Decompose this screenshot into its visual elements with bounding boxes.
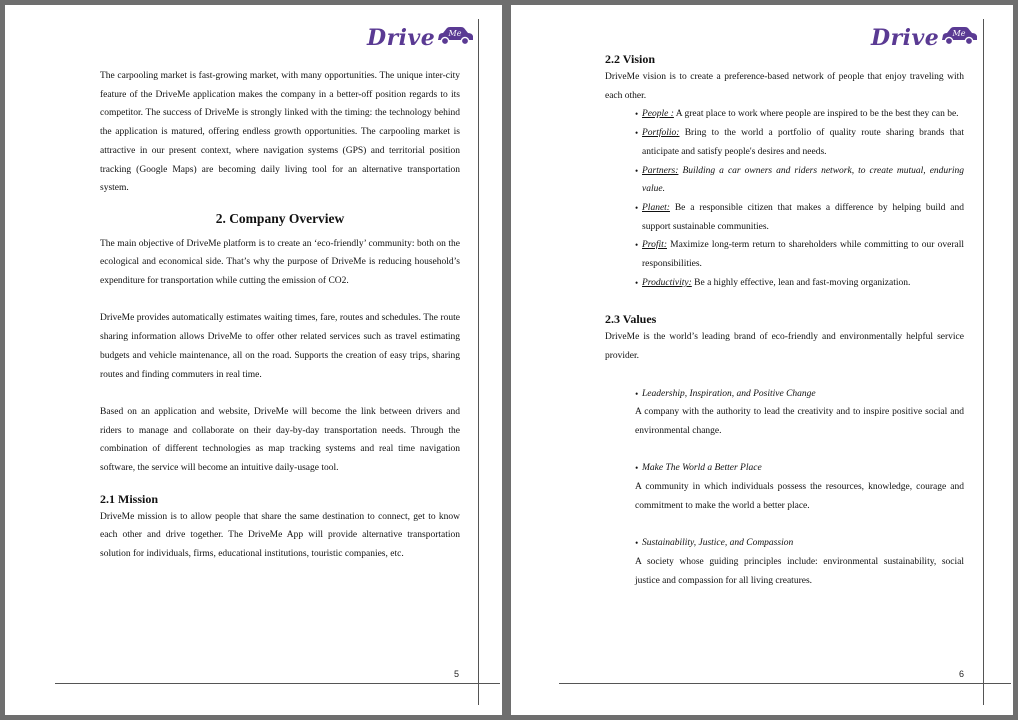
value-description: A company with the authority to lead the creativity and to inspire positive social and environmental change. [635,407,964,436]
list-item: • Partners: Building a car owners and riders network, to create mutual, enduring value. [635,162,964,199]
value-description: A society whose guiding principles include: environmental sustainability, social justice and compassion for all living creatures. [635,556,964,586]
intro-paragraph: The carpooling market is fast-growing market, with many opportunities. The unique inter-city feature of the DriveMe application makes the company in a better-off position regards to its competitor. The success of DriveMe is strongly linked with the timing: the technology behind the application is matured, offering endless growth opportunities. The carpooling market is attractive in our present context, where navigation systems (GPS) and territorial position tracking (Google Maps) are becoming daily living tool for an alternative transportation system. [100,71,460,194]
value-description: A community in which individuals possess the resources, knowledge, courage and commitment to make the world a better place. [635,482,964,511]
value-title: • Make The World a Better Place [635,459,964,478]
page-5 [5,5,502,715]
overview-paragraph-3: Based on an application and website, DriveMe will become the link between drivers and riders to manage and collaborate on their day-by-day transportation needs. Through the combination of different technologies as map tracking systems and real time navigation software, the service will become an intuitive daily-usage tool. [100,406,460,474]
driveme-logo [871,23,978,53]
list-item: • Portfolio: Bring to the world a portfolio of quality route sharing brands that anticipate and satisfy people's desires and needs. [635,124,964,161]
page-number: 5 [454,669,460,679]
page-5-body [100,67,460,564]
vision-paragraph: DriveMe vision is to create a preference-based network of people that enjoy traveling with each other. [605,72,964,101]
list-item: • Productivity: Be a highly effective, lean and fast-moving organization. [635,274,964,293]
section-heading-company-overview: 2. Company Overview [215,210,345,226]
mission-paragraph: DriveMe mission is to allow people that share the same destination to connect, get to know each other and drive together. The DriveMe App will provide alternative transportation solution for individuals, firms, educational institutions, touristic companies, etc. [100,511,460,560]
list-item: • Planet: Be a responsible citizen that makes a difference by helping build and support sustainable communities. [635,199,964,236]
value-title: • Sustainability, Justice, and Compassion [635,534,964,553]
list-item: • Profit: Maximize long-term return to shareholders while committing to our overall responsibilities. [635,236,964,273]
overview-paragraph-2: DriveMe provides automatically estimates waiting times, fare, routes and schedules. The route sharing information allows DriveMe to offer other related services such as travel estimating budgets and vehicle maintenance, all on the road. Supports the creation of easy trips, sharing routes and finding commuters in real time. [100,313,460,380]
value-title: • Leadership, Inspiration, and Positive Change [635,385,964,404]
page-number: 6 [959,669,965,679]
driveme-logo [367,23,474,53]
logo-badge: Me [952,29,966,38]
list-item: • People : A great place to work where people are inspired to be the best they can be. [635,105,964,124]
section-heading-mission: 2.1 Mission [100,491,159,506]
page-margin-line [983,19,984,705]
logo-badge: Me [448,29,462,38]
logo-text: Drive [367,25,436,51]
page-margin-line [478,19,479,705]
values-intro: DriveMe is the world’s leading brand of eco-friendly and environmentally helpful service provider. [605,332,964,362]
page-footer-line [55,683,500,684]
car-icon [436,25,474,47]
page-6-body [605,50,964,590]
vision-list [635,105,964,292]
values-list [635,385,964,591]
section-heading-vision: 2.2 Vision [605,52,656,66]
logo-text: Drive [871,25,940,51]
overview-paragraph-1: The main objective of DriveMe platform is to create an ‘eco-friendly’ community: both on the ecological and economical side. That’s why the purpose of DriveMe is reducing household’s expenditure for transportation while cutting the emission of CO2. [100,238,460,287]
page-6 [511,5,1013,715]
car-icon [940,25,978,47]
page-footer-line [559,683,1011,684]
section-heading-values: 2.3 Values [605,312,657,327]
